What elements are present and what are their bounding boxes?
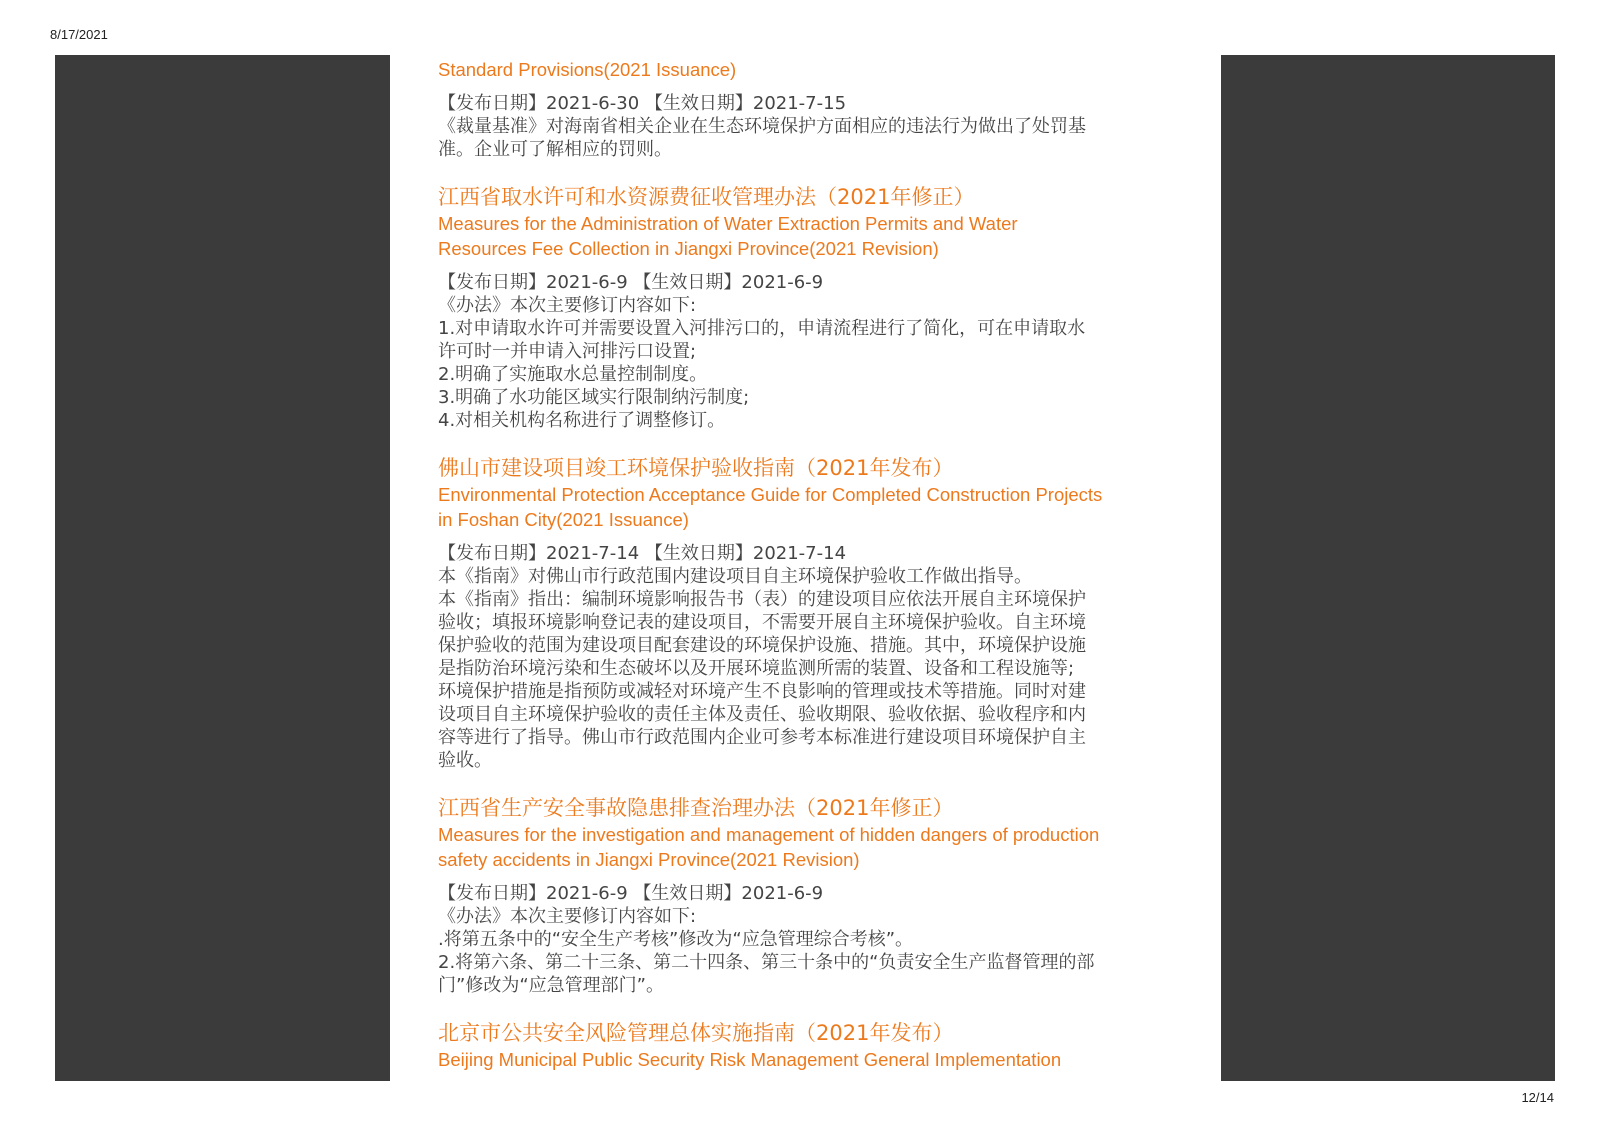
regulation-summary-line: 许可时一并申请入河排污口设置; bbox=[438, 341, 697, 362]
regulation-list bbox=[438, 57, 1180, 1072]
regulation-title-cn: 江西省取水许可和水资源费征收管理办法（2021年修正） bbox=[438, 185, 975, 209]
regulation-summary-line: 《办法》本次主要修订内容如下: bbox=[438, 906, 697, 927]
regulation-summary-line: 是指防治环境污染和生态破坏以及开展环境监测所需的装置、设备和工程设施等; bbox=[438, 658, 1075, 679]
page-number: 12/14 bbox=[1521, 1090, 1554, 1105]
regulation-summary-line: 3.明确了水功能区域实行限制纳污制度; bbox=[438, 387, 750, 408]
regulation-summary-line: 1.对申请取水许可并需要设置入河排污口的，申请流程进行了简化，可在申请取水 bbox=[438, 318, 1086, 339]
regulation-summary-line: 《裁量基准》对海南省相关企业在生态环境保护方面相应的违法行为做出了处罚基 bbox=[438, 116, 1086, 137]
print-date: 8/17/2021 bbox=[50, 27, 108, 42]
regulation-title-cn: 北京市公共安全风险管理总体实施指南（2021年发布） bbox=[438, 1021, 954, 1045]
regulation-item bbox=[438, 57, 1180, 161]
regulation-summary-line: 本《指南》指出：编制环境影响报告书（表）的建设项目应依法开展自主环境保护 bbox=[438, 589, 1086, 610]
regulation-title-en: Beijing Municipal Public Security Risk Management General Implementation bbox=[438, 1049, 1062, 1070]
regulation-summary-line: 验收；填报环境影响登记表的建设项目，不需要开展自主环境保护验收。自主环境 bbox=[438, 612, 1086, 633]
regulation-dates: 【发布日期】2021-7-14 【生效日期】2021-7-14 bbox=[438, 543, 847, 564]
regulation-summary-line: 设项目自主环境保护验收的责任主体及责任、验收期限、验收依据、验收程序和内 bbox=[438, 704, 1086, 725]
regulation-title-en: Resources Fee Collection in Jiangxi Province(2021 Revision) bbox=[438, 238, 939, 259]
regulation-title-en: in Foshan City(2021 Issuance) bbox=[438, 509, 689, 530]
right-dark-panel bbox=[1221, 55, 1555, 1081]
regulation-title-en: Environmental Protection Acceptance Guide for Completed Construction Projects bbox=[438, 484, 1103, 505]
regulation-summary-line: 门”修改为“应急管理部门”。 bbox=[438, 975, 664, 996]
regulation-item bbox=[438, 794, 1180, 997]
regulation-dates: 【发布日期】2021-6-9 【生效日期】2021-6-9 bbox=[438, 272, 824, 293]
left-dark-panel bbox=[55, 55, 390, 1081]
regulation-title-en: Measures for the investigation and management of hidden dangers of production bbox=[438, 824, 1100, 845]
page-content bbox=[390, 55, 1221, 1081]
regulation-body bbox=[438, 542, 1180, 772]
regulation-summary-line: 验收。 bbox=[438, 750, 492, 771]
regulation-dates: 【发布日期】2021-6-9 【生效日期】2021-6-9 bbox=[438, 883, 824, 904]
regulation-title-en: Measures for the Administration of Water Extraction Permits and Water bbox=[438, 213, 1018, 234]
regulation-body bbox=[438, 92, 1180, 161]
regulation-dates: 【发布日期】2021-6-30 【生效日期】2021-7-15 bbox=[438, 93, 847, 114]
regulation-item bbox=[438, 1019, 1180, 1072]
regulation-summary-line: 保护验收的范围为建设项目配套建设的环境保护设施、措施。其中，环境保护设施 bbox=[438, 635, 1086, 656]
regulation-summary-line: .将第五条中的“安全生产考核”修改为“应急管理综合考核”。 bbox=[438, 929, 914, 950]
regulation-title-cn: 佛山市建设项目竣工环境保护验收指南（2021年发布） bbox=[438, 456, 954, 480]
regulation-summary-line: 2.将第六条、第二十三条、第二十四条、第三十条中的“负责安全生产监督管理的部 bbox=[438, 952, 1095, 973]
regulation-title-cn: 江西省生产安全事故隐患排查治理办法（2021年修正） bbox=[438, 796, 954, 820]
regulation-item bbox=[438, 454, 1180, 772]
regulation-summary-line: 容等进行了指导。佛山市行政范围内企业可参考本标准进行建设项目环境保护自主 bbox=[438, 727, 1086, 748]
regulation-summary-line: 本《指南》对佛山市行政范围内建设项目自主环境保护验收工作做出指导。 bbox=[438, 566, 1032, 587]
regulation-body bbox=[438, 882, 1180, 997]
regulation-summary-line: 《办法》本次主要修订内容如下: bbox=[438, 295, 697, 316]
regulation-summary-line: 4.对相关机构名称进行了调整修订。 bbox=[438, 410, 726, 431]
regulation-summary-line: 环境保护措施是指预防或减轻对环境产生不良影响的管理或技术等措施。同时对建 bbox=[438, 681, 1086, 702]
regulation-item bbox=[438, 183, 1180, 432]
regulation-summary-line: 准。企业可了解相应的罚则。 bbox=[438, 139, 672, 160]
regulation-body bbox=[438, 271, 1180, 432]
regulation-title-en: safety accidents in Jiangxi Province(2021 Revision) bbox=[438, 849, 860, 870]
regulation-title-en: Standard Provisions(2021 Issuance) bbox=[438, 59, 737, 80]
regulation-summary-line: 2.明确了实施取水总量控制制度。 bbox=[438, 364, 708, 385]
